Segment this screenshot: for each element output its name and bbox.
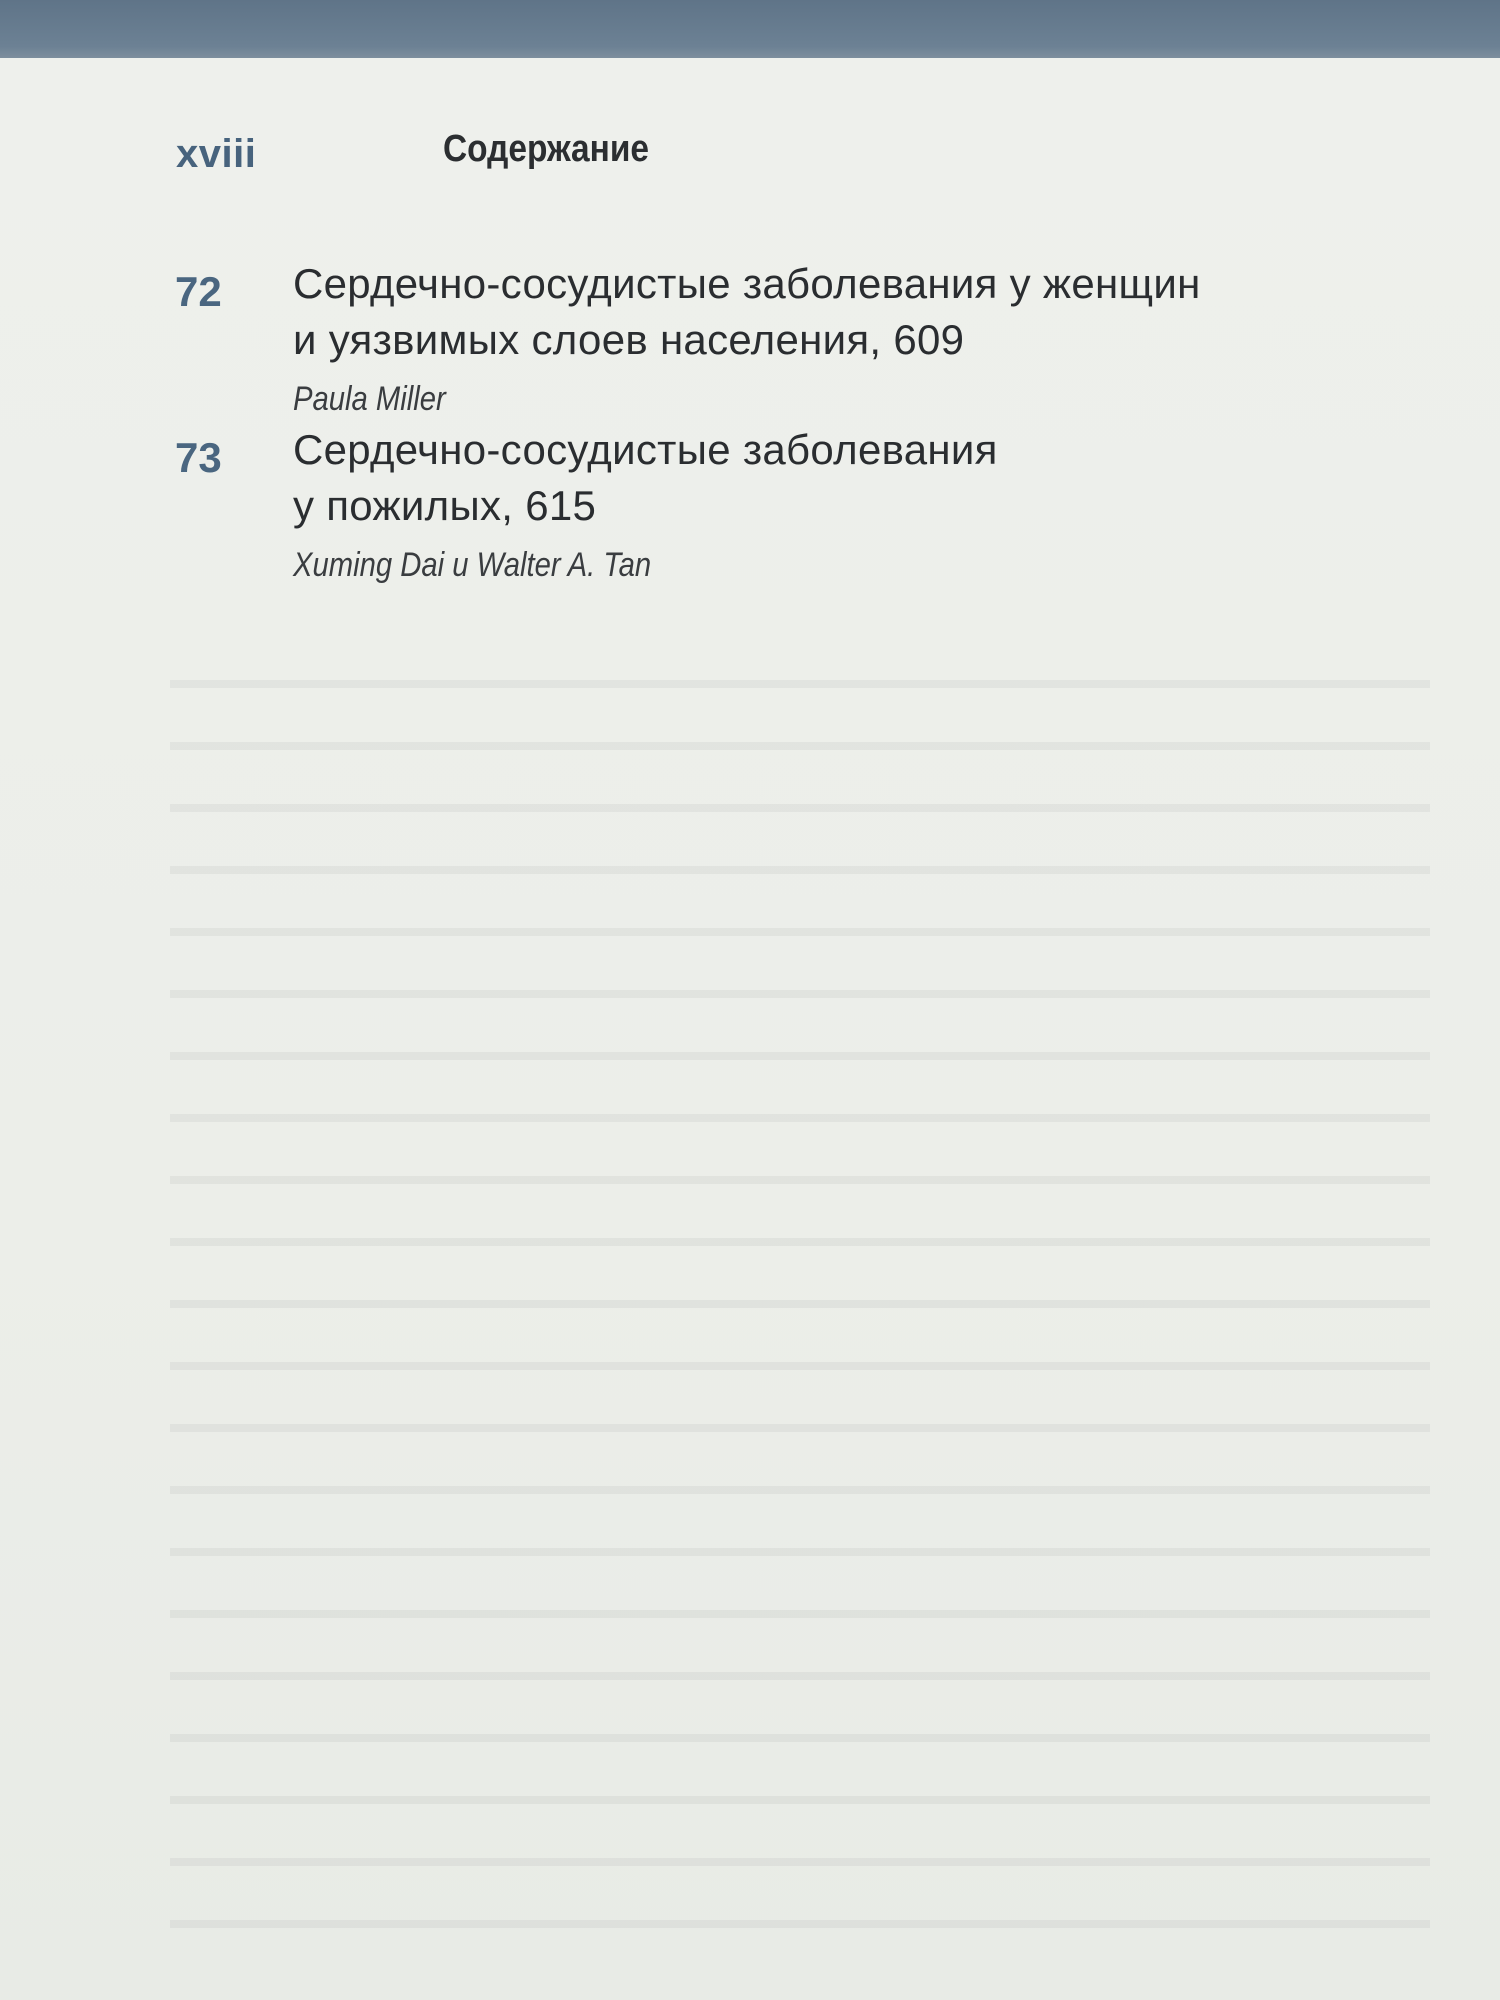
running-head: Содержание [443, 128, 650, 170]
chapter-number: 72 [175, 268, 222, 315]
chapter-number: 73 [175, 434, 222, 481]
top-color-band [0, 0, 1500, 58]
chapter-title-line: Сердечно-сосудистые заболевания [293, 426, 998, 473]
bleed-through-texture [170, 640, 1430, 1960]
chapter-title-line: у пожилых, 615 [293, 482, 597, 529]
chapter-author: Xuming Dai и Walter A. Tan [293, 546, 652, 584]
chapter-title-line: Сердечно-сосудистые заболевания у женщин [293, 260, 1201, 307]
chapter-author: Paula Miller [293, 380, 446, 418]
page-number: xviii [176, 132, 257, 176]
chapter-title [293, 256, 1433, 368]
chapter-title-line: и уязвимых слоев населения, 609 [293, 316, 965, 363]
chapter-title [293, 422, 1433, 534]
